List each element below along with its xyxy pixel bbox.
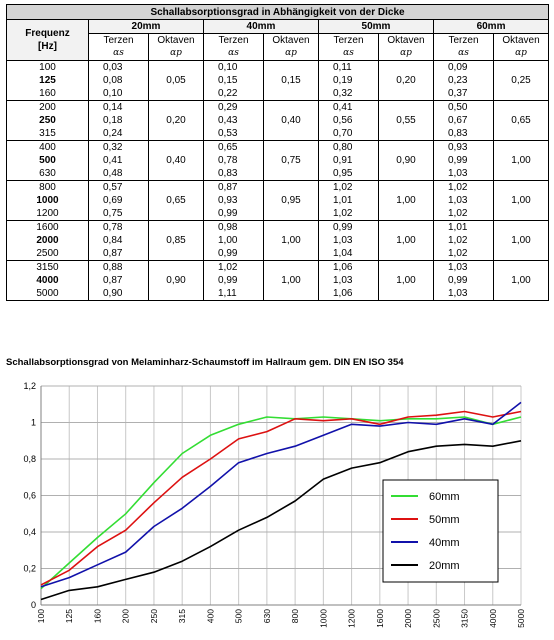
terzen-value: 1,06	[319, 261, 379, 275]
x-tick-label: 160	[92, 609, 103, 624]
oktaven-value: 0,55	[379, 101, 434, 141]
terzen-value: 0,41	[319, 101, 379, 115]
terzen-value: 0,18	[89, 114, 149, 127]
oktaven-value: 0,25	[494, 61, 549, 101]
x-tick-label: 1000	[318, 609, 329, 628]
alpha-s-symbol: αs	[319, 47, 379, 61]
frequency-cell: 630	[7, 167, 89, 181]
y-tick-label: 0,2	[23, 563, 36, 574]
terzen-value: 0,48	[89, 167, 149, 181]
terzen-value: 0,80	[319, 141, 379, 155]
oktaven-value: 1,00	[264, 261, 319, 301]
x-tick-label: 2500	[431, 609, 442, 628]
table-row	[7, 261, 549, 275]
oktaven-value: 0,85	[149, 221, 204, 261]
table-row	[7, 101, 549, 115]
legend-label: 20mm	[429, 560, 460, 572]
alpha-p-symbol: αp	[264, 47, 319, 61]
x-tick-label: 1600	[374, 609, 385, 628]
oktaven-header: Oktaven	[149, 34, 204, 48]
frequency-header-line1: Frequenz	[25, 28, 70, 39]
terzen-header: Terzen	[204, 34, 264, 48]
terzen-value: 0,56	[319, 114, 379, 127]
terzen-value: 1,03	[319, 274, 379, 287]
x-tick-label: 2000	[403, 609, 414, 628]
oktaven-value: 1,00	[264, 221, 319, 261]
terzen-value: 0,75	[89, 207, 149, 221]
oktaven-value: 1,00	[379, 181, 434, 221]
frequency-cell: 1000	[7, 194, 89, 207]
oktaven-value: 0,95	[264, 181, 319, 221]
frequency-cell: 4000	[7, 274, 89, 287]
terzen-value: 1,03	[434, 167, 494, 181]
terzen-value: 0,67	[434, 114, 494, 127]
terzen-value: 0,29	[204, 101, 264, 115]
terzen-header: Terzen	[89, 34, 149, 48]
terzen-value: 0,15	[204, 74, 264, 87]
oktaven-value: 1,00	[494, 181, 549, 221]
terzen-value: 0,99	[204, 207, 264, 221]
terzen-value: 0,32	[319, 87, 379, 101]
terzen-value: 1,01	[434, 221, 494, 235]
terzen-value: 0,57	[89, 181, 149, 195]
x-tick-label: 630	[261, 609, 272, 624]
terzen-value: 0,93	[204, 194, 264, 207]
terzen-value: 0,90	[89, 287, 149, 301]
terzen-value: 0,19	[319, 74, 379, 87]
x-tick-label: 200	[120, 609, 131, 624]
frequency-cell: 315	[7, 127, 89, 141]
frequency-cell: 800	[7, 181, 89, 195]
terzen-value: 0,84	[89, 234, 149, 247]
terzen-value: 0,91	[319, 154, 379, 167]
oktaven-value: 0,75	[264, 141, 319, 181]
oktaven-value: 0,40	[149, 141, 204, 181]
table-row	[7, 141, 549, 155]
frequency-cell: 3150	[7, 261, 89, 275]
terzen-value: 0,53	[204, 127, 264, 141]
x-tick-label: 100	[36, 609, 46, 624]
y-tick-label: 1	[30, 417, 36, 428]
terzen-value: 0,14	[89, 101, 149, 115]
terzen-value: 0,99	[319, 221, 379, 235]
x-tick-label: 315	[177, 609, 188, 624]
x-tick-label: 4000	[487, 609, 498, 628]
terzen-value: 0,78	[89, 221, 149, 235]
legend-label: 60mm	[429, 491, 460, 503]
terzen-value: 0,11	[319, 61, 379, 75]
frequency-cell: 125	[7, 74, 89, 87]
terzen-value: 0,93	[434, 141, 494, 155]
terzen-value: 0,69	[89, 194, 149, 207]
x-tick-label: 125	[64, 609, 75, 624]
terzen-value: 1,00	[204, 234, 264, 247]
oktaven-value: 0,65	[149, 181, 204, 221]
alpha-p-symbol: αp	[149, 47, 204, 61]
absorption-chart	[0, 372, 554, 640]
oktaven-value: 0,65	[494, 101, 549, 141]
terzen-value: 0,03	[89, 61, 149, 75]
frequency-cell: 250	[7, 114, 89, 127]
y-tick-label: 0,4	[23, 527, 36, 537]
terzen-value: 1,02	[434, 181, 494, 195]
alpha-s-symbol: αs	[89, 47, 149, 61]
table-title: Schallabsorptionsgrad in Abhängigkeit von der Dicke	[7, 5, 549, 20]
oktaven-header: Oktaven	[264, 34, 319, 48]
alpha-s-symbol: αs	[434, 47, 494, 61]
terzen-value: 0,98	[204, 221, 264, 235]
terzen-header: Terzen	[319, 34, 379, 48]
y-tick-label: 1,2	[23, 381, 36, 391]
chart-title: Schallabsorptionsgrad von Melaminharz-Schaumstoff im Hallraum gem. DIN EN ISO 354	[6, 357, 404, 368]
oktaven-value: 1,00	[494, 261, 549, 301]
oktaven-value: 1,00	[379, 261, 434, 301]
terzen-value: 1,02	[434, 247, 494, 261]
frequency-cell: 5000	[7, 287, 89, 301]
terzen-value: 0,41	[89, 154, 149, 167]
group-header-60mm: 60mm	[434, 20, 549, 34]
alpha-p-symbol: αp	[379, 47, 434, 61]
terzen-value: 0,09	[434, 61, 494, 75]
y-tick-label: 0,6	[23, 490, 36, 501]
frequency-cell: 1600	[7, 221, 89, 235]
frequency-cell: 400	[7, 141, 89, 155]
x-tick-label: 5000	[516, 609, 526, 628]
terzen-header: Terzen	[434, 34, 494, 48]
oktaven-value: 0,05	[149, 61, 204, 101]
terzen-value: 0,95	[319, 167, 379, 181]
group-header-50mm: 50mm	[319, 20, 434, 34]
terzen-value: 0,65	[204, 141, 264, 155]
y-tick-label: 0,8	[23, 454, 36, 464]
terzen-value: 0,10	[89, 87, 149, 101]
frequency-cell: 200	[7, 101, 89, 115]
terzen-value: 0,37	[434, 87, 494, 101]
terzen-value: 1,01	[319, 194, 379, 207]
x-tick-label: 800	[290, 609, 301, 624]
table-row	[7, 181, 549, 195]
terzen-value: 1,03	[319, 234, 379, 247]
terzen-value: 0,83	[204, 167, 264, 181]
frequency-cell: 160	[7, 87, 89, 101]
terzen-value: 0,99	[434, 274, 494, 287]
terzen-value: 1,03	[434, 194, 494, 207]
terzen-value: 1,02	[204, 261, 264, 275]
terzen-value: 1,04	[319, 247, 379, 261]
oktaven-value: 0,90	[379, 141, 434, 181]
oktaven-value: 1,00	[379, 221, 434, 261]
terzen-value: 0,83	[434, 127, 494, 141]
group-header-20mm: 20mm	[89, 20, 204, 34]
terzen-value: 0,99	[434, 154, 494, 167]
terzen-value: 0,24	[89, 127, 149, 141]
terzen-value: 0,08	[89, 74, 149, 87]
x-tick-label: 250	[148, 609, 159, 624]
x-tick-label: 500	[233, 609, 244, 624]
terzen-value: 0,70	[319, 127, 379, 141]
alpha-s-symbol: αs	[204, 47, 264, 61]
oktaven-value: 0,20	[149, 101, 204, 141]
terzen-value: 1,11	[204, 287, 264, 301]
x-tick-label: 3150	[459, 609, 470, 628]
terzen-value: 0,50	[434, 101, 494, 115]
terzen-value: 0,32	[89, 141, 149, 155]
frequency-cell: 100	[7, 61, 89, 75]
terzen-value: 0,87	[204, 181, 264, 195]
terzen-value: 0,43	[204, 114, 264, 127]
group-header-40mm: 40mm	[204, 20, 319, 34]
frequency-cell: 2500	[7, 247, 89, 261]
frequency-header-line2: [Hz]	[38, 41, 57, 52]
terzen-value: 1,02	[434, 234, 494, 247]
frequency-cell: 1200	[7, 207, 89, 221]
oktaven-value: 0,20	[379, 61, 434, 101]
terzen-value: 1,02	[319, 207, 379, 221]
y-tick-label: 0	[30, 600, 36, 610]
terzen-value: 0,78	[204, 154, 264, 167]
absorption-table	[6, 4, 549, 301]
frequency-cell: 2000	[7, 234, 89, 247]
terzen-value: 0,87	[89, 247, 149, 261]
terzen-value: 1,06	[319, 287, 379, 301]
frequency-header	[7, 20, 89, 61]
terzen-value: 1,03	[434, 287, 494, 301]
alpha-p-symbol: αp	[494, 47, 549, 61]
oktaven-value: 0,90	[149, 261, 204, 301]
oktaven-header: Oktaven	[494, 34, 549, 48]
oktaven-value: 0,15	[264, 61, 319, 101]
table-row	[7, 61, 549, 75]
terzen-value: 0,23	[434, 74, 494, 87]
oktaven-value: 0,40	[264, 101, 319, 141]
frequency-cell: 500	[7, 154, 89, 167]
terzen-value: 0,10	[204, 61, 264, 75]
x-tick-label: 400	[205, 609, 216, 624]
terzen-value: 0,87	[89, 274, 149, 287]
terzen-value: 0,22	[204, 87, 264, 101]
terzen-value: 1,02	[434, 207, 494, 221]
terzen-value: 0,99	[204, 247, 264, 261]
oktaven-value: 1,00	[494, 221, 549, 261]
table-row	[7, 221, 549, 235]
legend-label: 50mm	[429, 514, 460, 526]
terzen-value: 0,88	[89, 261, 149, 275]
terzen-value: 0,99	[204, 274, 264, 287]
terzen-value: 1,03	[434, 261, 494, 275]
oktaven-value: 1,00	[494, 141, 549, 181]
oktaven-header: Oktaven	[379, 34, 434, 48]
x-tick-label: 1200	[346, 609, 357, 628]
legend-label: 40mm	[429, 537, 460, 549]
terzen-value: 1,02	[319, 181, 379, 195]
